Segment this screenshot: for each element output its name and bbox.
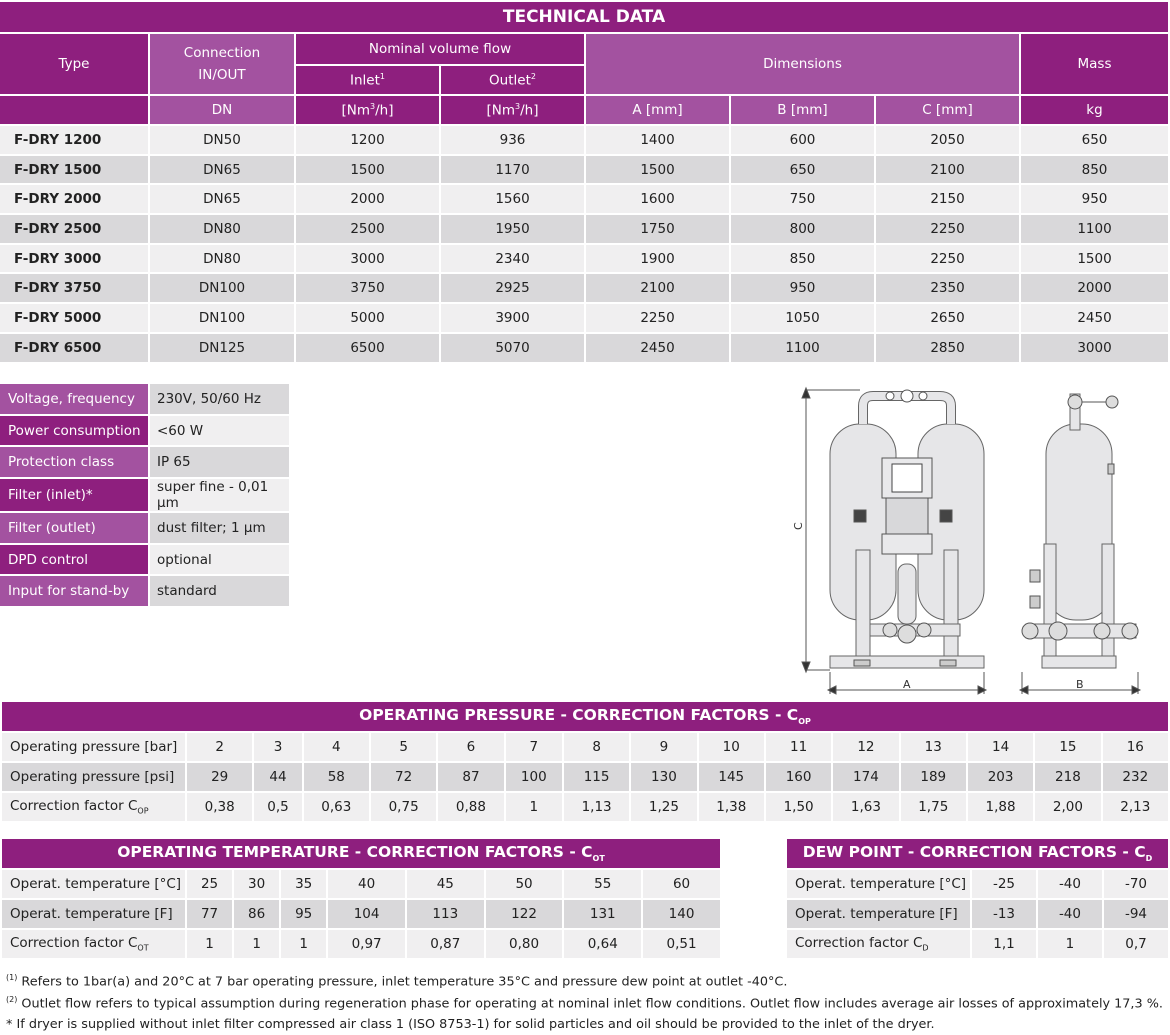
value-cell: 1,75 [901,793,968,823]
cell-b: 750 [731,185,876,215]
spec-row [0,513,289,545]
value-cell: 0,63 [304,793,371,823]
pressure-psi-label: Operating pressure [psi] [2,763,187,793]
cell-a: 1600 [586,185,731,215]
header-mass: Mass [1021,34,1170,96]
cell-dn: DN100 [150,304,296,334]
cell-type: F-DRY 3000 [0,245,150,275]
spec-label: Input for stand-by [0,576,148,608]
value-cell: 0,7 [1104,930,1170,960]
footnote-1: $^{(1)}$ Refers to 1bar(a) and 20°C at 7 bar operating pressure, inlet temperature 35°C and pressure dew point at outlet -40°C. [6,973,788,990]
value-cell: 145 [699,763,766,793]
cell-a: 2250 [586,304,731,334]
table-row [0,304,1170,334]
value-cell: 203 [968,763,1035,793]
cell-c: 2250 [876,215,1021,245]
value-cell: 50 [486,870,565,900]
value-cell: 0,88 [438,793,505,823]
cell-c: 2250 [876,245,1021,275]
value-cell: 1 [187,930,234,960]
cell-dn: DN80 [150,215,296,245]
spec-value: 230V, 50/60 Hz [148,384,289,416]
dryer-technical-drawing [790,384,1170,696]
header-dim-b: B [mm] [731,96,876,126]
table-row [0,185,1170,215]
value-cell: 115 [564,763,631,793]
table-row [0,334,1170,364]
cell-inlet: 5000 [296,304,441,334]
spec-label: DPD control [0,545,148,577]
header-dn: DN [150,96,296,126]
cell-mass: 2450 [1021,304,1170,334]
value-cell: 113 [407,900,486,930]
cell-b: 1050 [731,304,876,334]
spec-label: Power consumption [0,416,148,448]
spec-row [0,545,289,577]
header-dim-c: C [mm] [876,96,1021,126]
cell-dn: DN65 [150,156,296,186]
cell-mass: 850 [1021,156,1170,186]
value-cell: -70 [1104,870,1170,900]
header-outlet: Outlet$^2$ [441,66,586,96]
header-connection: Connection IN/OUT [150,34,296,96]
cell-inlet: 1200 [296,126,441,156]
spec-value: dust filter; 1 µm [148,513,289,545]
footnote-3: * If dryer is supplied without inlet filter compressed air class 1 (ISO 8753-1) for solid particles and oil should be provided to the inlet of the dryer. [6,1017,935,1032]
dew-f-label: Operat. temperature [F] [787,900,972,930]
cell-type: F-DRY 2000 [0,185,150,215]
value-cell: 0,75 [371,793,438,823]
spec-row [0,416,289,448]
value-cell: 0,5 [254,793,303,823]
cell-a: 1500 [586,156,731,186]
value-cell: 1,38 [699,793,766,823]
operating-pressure-table [2,702,1170,823]
cell-c: 2350 [876,274,1021,304]
value-cell: 5 [371,733,438,763]
header-type: Type [0,34,150,96]
cell-c: 2100 [876,156,1021,186]
value-cell: 232 [1103,763,1170,793]
cell-dn: DN100 [150,274,296,304]
table-row [0,156,1170,186]
cell-mass: 650 [1021,126,1170,156]
header-dim-a: A [mm] [586,96,731,126]
spec-value: super fine - 0,01 µm [148,479,289,513]
value-cell: 16 [1103,733,1170,763]
cell-b: 850 [731,245,876,275]
header-dimensions: Dimensions [586,34,1021,96]
cell-b: 950 [731,274,876,304]
cell-mass: 1100 [1021,215,1170,245]
value-cell: 72 [371,763,438,793]
value-cell: 1,13 [564,793,631,823]
value-cell: 104 [328,900,407,930]
dew-point-table [787,839,1170,960]
value-cell: 140 [643,900,722,930]
value-cell: 0,64 [564,930,643,960]
footnote-2: $^{(2)}$ Outlet flow refers to typical assumption during regeneration phase for operating at nominal inlet flow conditions. Outlet flow includes average air losses of approximately 17,3 %. [6,995,1163,1012]
value-cell: 13 [901,733,968,763]
value-cell: 11 [766,733,833,763]
value-cell: 3 [254,733,303,763]
dim-a-label: A [903,678,911,691]
value-cell: 1,25 [631,793,698,823]
cell-a: 2100 [586,274,731,304]
value-cell: 77 [187,900,234,930]
spec-label: Voltage, frequency [0,384,148,416]
value-cell: 40 [328,870,407,900]
spec-row [0,479,289,513]
value-cell: 1,63 [833,793,900,823]
cell-outlet: 1560 [441,185,586,215]
dew-c-label: Operat. temperature [°C] [787,870,972,900]
cell-b: 1100 [731,334,876,364]
value-cell: 1 [1038,930,1104,960]
header-inlet: Inlet$^1$ [296,66,441,96]
value-cell: 1,88 [968,793,1035,823]
dew-cf-label: Correction factor $C_D$ [787,930,972,960]
cell-outlet: 2340 [441,245,586,275]
value-cell: 7 [506,733,564,763]
pressure-bar-label: Operating pressure [bar] [2,733,187,763]
dim-c-label: C [792,522,805,530]
cell-mass: 950 [1021,185,1170,215]
cell-c: 2850 [876,334,1021,364]
value-cell: 1,1 [972,930,1038,960]
spec-label: Filter (outlet) [0,513,148,545]
cell-b: 600 [731,126,876,156]
header-inlet-unit: [Nm$^3$/h] [296,96,441,126]
value-cell: 87 [438,763,505,793]
value-cell: -25 [972,870,1038,900]
cell-type: F-DRY 1200 [0,126,150,156]
value-cell: 0,51 [643,930,722,960]
value-cell: -13 [972,900,1038,930]
value-cell: -40 [1038,870,1104,900]
cell-dn: DN125 [150,334,296,364]
temp-cf-label: Correction factor $C_{OT}$ [2,930,187,960]
value-cell: 174 [833,763,900,793]
cell-a: 1750 [586,215,731,245]
value-cell: 189 [901,763,968,793]
cell-c: 2650 [876,304,1021,334]
pressure-cf-label: Correction factor $C_{OP}$ [2,793,187,823]
value-cell: 0,38 [187,793,254,823]
operating-temperature-title: OPERATING TEMPERATURE - CORRECTION FACTORS - $C_{OT}$ [2,839,722,870]
value-cell: 30 [234,870,281,900]
table-row [0,126,1170,156]
value-cell: 1 [234,930,281,960]
cell-c: 2050 [876,126,1021,156]
cell-inlet: 1500 [296,156,441,186]
header-nominal-flow: Nominal volume flow [296,34,586,66]
value-cell: 58 [304,763,371,793]
dew-point-title: DEW POINT - CORRECTION FACTORS - $C_D$ [787,839,1170,870]
cell-type: F-DRY 5000 [0,304,150,334]
cell-outlet: 1170 [441,156,586,186]
technical-data-table [0,2,1170,364]
spec-label: Filter (inlet)* [0,479,148,513]
spec-table [0,384,289,608]
cell-mass: 2000 [1021,274,1170,304]
value-cell: 44 [254,763,303,793]
value-cell: 130 [631,763,698,793]
value-cell: 15 [1035,733,1102,763]
cell-dn: DN50 [150,126,296,156]
cell-inlet: 3750 [296,274,441,304]
value-cell: 2,00 [1035,793,1102,823]
value-cell: 6 [438,733,505,763]
value-cell: 25 [187,870,234,900]
technical-data-title: TECHNICAL DATA [0,2,1170,34]
value-cell: 160 [766,763,833,793]
value-cell: 35 [281,870,328,900]
cell-type: F-DRY 1500 [0,156,150,186]
value-cell: 1 [506,793,564,823]
value-cell: -94 [1104,900,1170,930]
value-cell: 1 [281,930,328,960]
spec-row [0,576,289,608]
cell-b: 650 [731,156,876,186]
cell-a: 1400 [586,126,731,156]
value-cell: 122 [486,900,565,930]
value-cell: 4 [304,733,371,763]
temp-f-label: Operat. temperature [F] [2,900,187,930]
cell-outlet: 2925 [441,274,586,304]
value-cell: 10 [699,733,766,763]
spec-label: Protection class [0,447,148,479]
spec-value: standard [148,576,289,608]
value-cell: 0,97 [328,930,407,960]
cell-dn: DN80 [150,245,296,275]
value-cell: 45 [407,870,486,900]
value-cell: 9 [631,733,698,763]
value-cell: -40 [1038,900,1104,930]
value-cell: 0,87 [407,930,486,960]
table-row [0,245,1170,275]
value-cell: 86 [234,900,281,930]
value-cell: 100 [506,763,564,793]
value-cell: 14 [968,733,1035,763]
cell-c: 2150 [876,185,1021,215]
dim-b-label: B [1076,678,1084,691]
cell-type: F-DRY 6500 [0,334,150,364]
cell-outlet: 3900 [441,304,586,334]
cell-mass: 3000 [1021,334,1170,364]
value-cell: 131 [564,900,643,930]
cell-dn: DN65 [150,185,296,215]
cell-a: 2450 [586,334,731,364]
cell-type: F-DRY 2500 [0,215,150,245]
spec-value: optional [148,545,289,577]
value-cell: 2 [187,733,254,763]
spec-row [0,384,289,416]
table-row [0,274,1170,304]
cell-a: 1900 [586,245,731,275]
value-cell: 29 [187,763,254,793]
cell-inlet: 6500 [296,334,441,364]
cell-outlet: 936 [441,126,586,156]
value-cell: 1,50 [766,793,833,823]
value-cell: 60 [643,870,722,900]
value-cell: 12 [833,733,900,763]
operating-pressure-title: OPERATING PRESSURE - CORRECTION FACTORS - $C_{OP}$ [2,702,1170,733]
spec-value: IP 65 [148,447,289,479]
value-cell: 55 [564,870,643,900]
value-cell: 95 [281,900,328,930]
cell-inlet: 3000 [296,245,441,275]
value-cell: 218 [1035,763,1102,793]
header-kg: kg [1021,96,1170,126]
cell-mass: 1500 [1021,245,1170,275]
cell-inlet: 2000 [296,185,441,215]
cell-outlet: 1950 [441,215,586,245]
value-cell: 8 [564,733,631,763]
value-cell: 2,13 [1103,793,1170,823]
header-outlet-unit: [Nm$^3$/h] [441,96,586,126]
cell-b: 800 [731,215,876,245]
spec-row [0,447,289,479]
cell-type: F-DRY 3750 [0,274,150,304]
value-cell: 0,80 [486,930,565,960]
cell-inlet: 2500 [296,215,441,245]
cell-outlet: 5070 [441,334,586,364]
temp-c-label: Operat. temperature [°C] [2,870,187,900]
spec-value: <60 W [148,416,289,448]
table-row [0,215,1170,245]
operating-temperature-table [2,839,722,960]
